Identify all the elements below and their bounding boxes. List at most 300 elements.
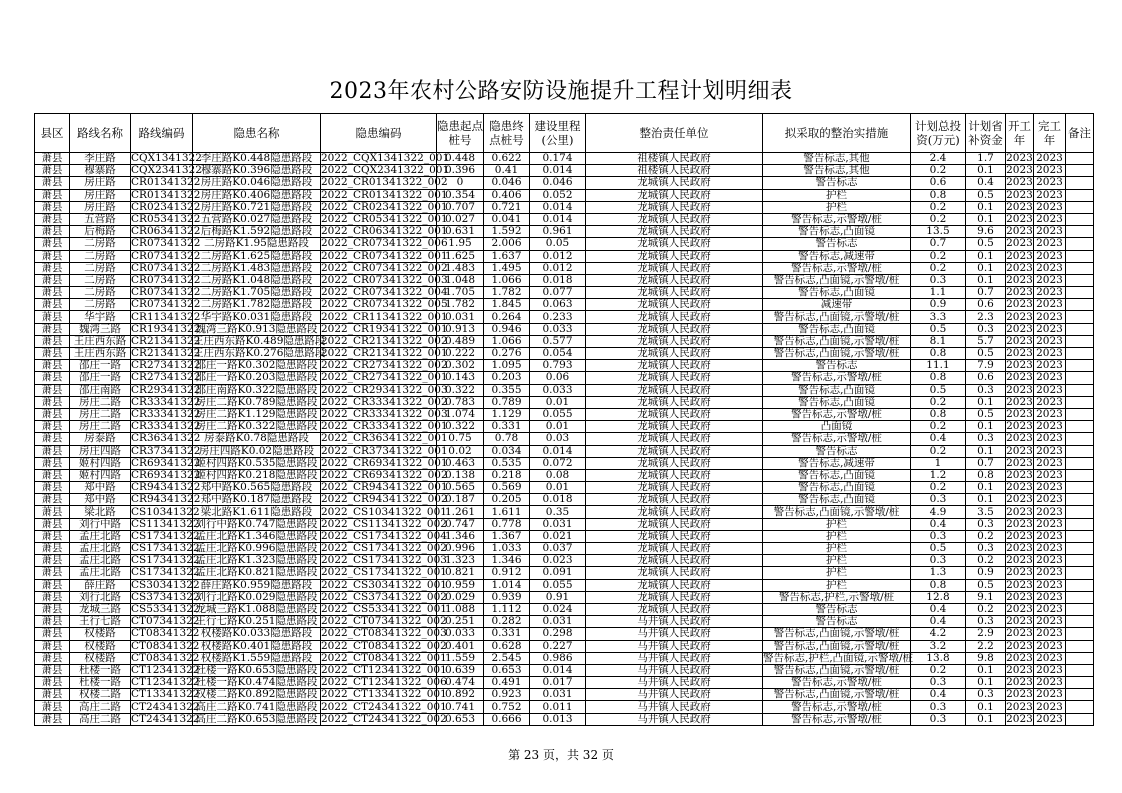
table-row xyxy=(35,287,1094,299)
table-cell: 房庄二路 xyxy=(70,421,131,433)
table-cell: 萧县 xyxy=(35,616,70,628)
table-cell: 2023 xyxy=(1034,262,1066,274)
header-cell: 整治责任单位 xyxy=(586,114,763,153)
table-cell: 萧县 xyxy=(35,323,70,335)
table-cell: 2022_CR07341322_004 xyxy=(321,286,448,299)
table-cell: 护栏 xyxy=(763,555,911,567)
table-cell: 2023 xyxy=(1006,688,1033,701)
table-cell: 房泰路 xyxy=(70,433,131,445)
table-cell: 2023 xyxy=(1034,433,1066,445)
table-cell: 2023 xyxy=(1006,627,1033,640)
table-cell: 警告标志,凸面镜,示警墩/桩 xyxy=(763,689,911,701)
table-cell: 2023 xyxy=(1034,238,1066,250)
table-cell: 孟庄北路K0.996隐患路段 xyxy=(193,543,321,555)
table-cell: 高庄二路 xyxy=(70,713,131,725)
table-cell: 2023 xyxy=(1006,493,1033,506)
table-cell: 2023 xyxy=(1006,383,1033,396)
table-cell: 0.354 xyxy=(437,189,484,201)
table-cell: 梁北路K1.611隐患路段 xyxy=(193,506,321,518)
table-cell: 马井镇人民政府 xyxy=(586,628,763,640)
table-cell: 0.5 xyxy=(966,348,1006,360)
table-cell: 1.1 xyxy=(911,287,966,299)
table-cell: 2022_CR27341322_002 xyxy=(321,359,448,372)
table-cell: 0.448 xyxy=(437,153,484,165)
table-cell: 2023 xyxy=(1034,677,1066,689)
table-row xyxy=(35,177,1094,189)
table-row xyxy=(35,713,1094,725)
table-cell xyxy=(1066,335,1094,347)
table-cell: 2023 xyxy=(1006,188,1033,201)
table-cell: 0.014 xyxy=(530,213,586,225)
table-cell: 0.02 xyxy=(437,445,484,457)
table-cell: 0.012 xyxy=(530,262,586,274)
table-cell: 龙城镇人民政府 xyxy=(586,299,763,311)
table-cell: 萧县 xyxy=(35,396,70,408)
table-cell: 房庄二路 xyxy=(70,396,131,408)
table-cell: 后梅路K1.592隐患路段 xyxy=(193,226,321,238)
table-cell: 0.1 xyxy=(966,664,1006,676)
table-cell: 2023 xyxy=(1006,566,1033,579)
table-cell: 杜楼一路 xyxy=(70,664,131,676)
table-cell: 0.072 xyxy=(530,457,586,469)
table-cell: 2023 xyxy=(1034,408,1066,420)
table-cell: 2023 xyxy=(1034,469,1066,481)
table-cell: 0.653 xyxy=(437,713,484,725)
table-cell xyxy=(1066,323,1094,335)
table-cell: 萧县 xyxy=(35,518,70,530)
table-cell: 孟庄北路 xyxy=(70,567,131,579)
table-cell: 萧县 xyxy=(35,701,70,713)
header-cell: 计划总投资(万元) xyxy=(911,114,966,153)
table-cell: 2023 xyxy=(1034,311,1066,323)
table-cell: 龙城镇人民政府 xyxy=(586,201,763,213)
table-cell: 0.01 xyxy=(530,396,586,408)
table-cell: 0.7 xyxy=(911,238,966,250)
table-cell: 萧县 xyxy=(35,640,70,652)
table-cell: 权楼路 xyxy=(70,628,131,640)
table-cell: 警告标志,凸面镜,示警墩/桩 xyxy=(763,506,911,518)
table-cell: 孟庄北路K0.821隐患路段 xyxy=(193,567,321,579)
table-cell xyxy=(1066,421,1094,433)
table-cell: 2022_CR21341322_001 xyxy=(321,347,448,360)
table-cell: 0.1 xyxy=(966,262,1006,274)
table-cell: 龙城镇人民政府 xyxy=(586,603,763,615)
table-cell: 2023 xyxy=(1006,395,1033,408)
table-cell: 0.264 xyxy=(484,311,530,323)
table-cell xyxy=(1066,482,1094,494)
table-cell: 房庄路K0.721隐患路段 xyxy=(193,201,321,213)
table-cell: 龙城镇人民政府 xyxy=(586,360,763,372)
table-cell: 刘行中路 xyxy=(70,518,131,530)
table-row xyxy=(35,457,1094,469)
table-cell: 2023 xyxy=(1034,628,1066,640)
table-cell: 0.6 xyxy=(911,177,966,189)
table-cell: 0.4 xyxy=(911,603,966,615)
table-cell: 龙城镇人民政府 xyxy=(586,469,763,481)
table-cell xyxy=(1066,153,1094,165)
table-cell: 0.282 xyxy=(484,616,530,628)
table-cell: CR19341322 xyxy=(131,322,201,335)
table-cell: 二房路 xyxy=(70,250,131,262)
table-cell: 警告标志,示警墩/桩 xyxy=(763,213,911,225)
table-cell: 0.1 xyxy=(966,213,1006,225)
table-cell: 0.5 xyxy=(911,384,966,396)
table-cell: 龙城镇人民政府 xyxy=(586,262,763,274)
table-cell: 马井镇人民政府 xyxy=(586,664,763,676)
table-cell: 2022_CR94341322_001 xyxy=(321,481,448,494)
table-cell: 龙城镇人民政府 xyxy=(586,579,763,591)
table-cell: 2023 xyxy=(1006,554,1033,567)
table-cell: 杜楼一路K0.653隐患路段 xyxy=(193,664,321,676)
table-cell: 2023 xyxy=(1006,432,1033,445)
table-cell: 2022_CR07341322_002 xyxy=(321,261,448,274)
table-cell: 薛庄路 xyxy=(70,579,131,591)
table-cell: 邵庄一路K0.203隐患路段 xyxy=(193,372,321,384)
table-cell: 马井镇人民政府 xyxy=(586,640,763,652)
table-cell: 1.495 xyxy=(484,262,530,274)
table-cell: 13.8 xyxy=(911,652,966,664)
table-cell: 0.138 xyxy=(437,469,484,481)
table-cell: 0.569 xyxy=(484,482,530,494)
table-cell: 萧县 xyxy=(35,421,70,433)
table-cell: 0.1 xyxy=(966,494,1006,506)
table-cell: 0.2 xyxy=(911,664,966,676)
table-cell xyxy=(1066,396,1094,408)
table-cell: 龙城镇人民政府 xyxy=(586,335,763,347)
table-cell: 警告标志,示警墩/桩 xyxy=(763,372,911,384)
table-cell: 警告标志,凸面镜,示警墩/桩 xyxy=(763,348,911,360)
table-cell xyxy=(1066,640,1094,652)
table-cell: 警告标志,减速带 xyxy=(763,250,911,262)
table-cell: 2023 xyxy=(1034,640,1066,652)
table-cell: 0.014 xyxy=(530,165,586,177)
table-cell xyxy=(1066,201,1094,213)
table-cell: 2023 xyxy=(1034,689,1066,701)
table-cell: CR27341322 xyxy=(131,359,201,372)
table-cell: 郑中路 xyxy=(70,482,131,494)
table-cell: 2023 xyxy=(1006,639,1033,652)
table-cell: 1.367 xyxy=(484,530,530,542)
table-cell: 0.892 xyxy=(437,689,484,701)
table-row xyxy=(35,664,1094,676)
table-cell: 房庄路K0.046隐患路段 xyxy=(193,177,321,189)
table-cell: 2023 xyxy=(1006,334,1033,347)
table-cell: 2022_CR02341322_001 xyxy=(321,200,448,213)
table-cell: 0.2 xyxy=(911,421,966,433)
table-cell: 2023 xyxy=(1006,225,1033,238)
table-row xyxy=(35,494,1094,506)
table-cell: 0.331 xyxy=(484,421,530,433)
table-cell: CS37341322 xyxy=(131,590,200,603)
table-cell: 0.5 xyxy=(911,323,966,335)
table-cell xyxy=(1066,445,1094,457)
table-cell: 0.666 xyxy=(484,713,530,725)
table-cell: 龙城镇人民政府 xyxy=(586,213,763,225)
table-cell: 二房路K1.95隐患路段 xyxy=(193,238,321,250)
table-cell: 萧县 xyxy=(35,689,70,701)
table-cell: 王行七路 xyxy=(70,616,131,628)
table-cell: 0.6 xyxy=(966,299,1006,311)
table-cell: 警告标志,凸面镜,示警墩/桩 xyxy=(763,664,911,676)
table-cell: 2023 xyxy=(1034,177,1066,189)
table-cell: 0.1 xyxy=(966,713,1006,725)
table-cell: 权楼二路 xyxy=(70,689,131,701)
table-cell: 2022_CS11341322_002 xyxy=(321,517,447,530)
table-cell: 龙城镇人民政府 xyxy=(586,506,763,518)
table-cell: 房庄路K0.406隐患路段 xyxy=(193,189,321,201)
table-cell: 4.2 xyxy=(911,628,966,640)
header-cell: 路线编码 xyxy=(131,114,193,153)
table-cell: 警告标志,凸面镜,示警墩/桩 xyxy=(763,640,911,652)
table-cell: 孟庄北路 xyxy=(70,555,131,567)
table-cell: 邵庄一路 xyxy=(70,360,131,372)
table-cell: 2023 xyxy=(1034,384,1066,396)
table-cell: 0.8 xyxy=(911,579,966,591)
table-cell xyxy=(1066,360,1094,372)
table-cell: 2023 xyxy=(1006,298,1033,311)
table-cell: 2023 xyxy=(1006,310,1033,323)
table-cell: CR94341322 xyxy=(131,481,201,494)
table-cell: 0.2 xyxy=(911,250,966,262)
table-cell: CT13341322 xyxy=(131,688,200,701)
table-cell: 2022_CR27341322_001 xyxy=(321,371,448,384)
table-cell: 3.3 xyxy=(911,311,966,323)
table-cell: 0.033 xyxy=(530,384,586,396)
table-cell: 权楼路K0.033隐患路段 xyxy=(193,628,321,640)
table-row xyxy=(35,323,1094,335)
table-cell: 郑中路K0.187隐患路段 xyxy=(193,494,321,506)
table-cell: CR21341322 xyxy=(131,347,201,360)
table-cell: 0.9 xyxy=(966,567,1006,579)
table-cell: 2023 xyxy=(1006,578,1033,591)
table-cell: 警告标志,凸面镜 xyxy=(763,384,911,396)
table-cell: 2022_CS53341322_001 xyxy=(321,603,447,616)
table-cell: 0.024 xyxy=(530,603,586,615)
table-cell: 0.639 xyxy=(437,664,484,676)
table-cell: 2023 xyxy=(1006,273,1033,286)
table-cell: 2023 xyxy=(1034,201,1066,213)
table-cell: 0.565 xyxy=(437,482,484,494)
table-cell: 警告标志,示警墩/桩 xyxy=(763,262,911,274)
table-cell: 邵庄一路 xyxy=(70,372,131,384)
table-cell: 0.014 xyxy=(530,445,586,457)
table-row xyxy=(35,372,1094,384)
table-cell: 2023 xyxy=(1006,176,1033,189)
table-cell: 0 xyxy=(437,177,484,189)
table-cell: 8.1 xyxy=(911,335,966,347)
table-cell: 2023 xyxy=(1034,603,1066,615)
table-cell: 1.048 xyxy=(437,274,484,286)
table-cell: 2022_CR94341322_002 xyxy=(321,493,448,506)
table-cell: 0.923 xyxy=(484,689,530,701)
table-cell: 五营路 xyxy=(70,213,131,225)
table-cell xyxy=(1066,652,1094,664)
table-cell xyxy=(1066,567,1094,579)
table-cell: CT08341322 xyxy=(131,627,200,640)
table-cell: 2023 xyxy=(1034,713,1066,725)
table-cell: 2022_CR11341322_001 xyxy=(321,310,448,323)
table-cell: 华宇路 xyxy=(70,311,131,323)
table-cell: 马井镇人民政府 xyxy=(586,701,763,713)
table-cell: 0.091 xyxy=(530,567,586,579)
table-cell: 萧县 xyxy=(35,555,70,567)
table-cell: 龙城镇人民政府 xyxy=(586,591,763,603)
table-cell: 萧县 xyxy=(35,543,70,555)
table-cell: 0.1 xyxy=(966,482,1006,494)
table-cell: 0.322 xyxy=(437,421,484,433)
table-cell: 房庄二路K0.789隐患路段 xyxy=(193,396,321,408)
table-cell: 0.912 xyxy=(484,567,530,579)
table-row xyxy=(35,311,1094,323)
table-cell xyxy=(1066,494,1094,506)
table-cell: 房庄二路K0.322隐患路段 xyxy=(193,421,321,433)
table-cell: 2022_CT08341322_001 xyxy=(321,651,447,664)
table-cell: 警告标志,凸面镜,示警墩/桩 xyxy=(763,628,911,640)
table-row xyxy=(35,384,1094,396)
table-cell: 2023 xyxy=(1034,445,1066,457)
table-row xyxy=(35,274,1094,286)
table-cell: 萧县 xyxy=(35,579,70,591)
table-cell: CT08341322 xyxy=(131,639,200,652)
table-cell: 0.1 xyxy=(966,677,1006,689)
table-cell: 2022_CR05341322_001 xyxy=(321,213,448,226)
table-cell: 警告标志,凸面镜 xyxy=(763,396,911,408)
table-cell: 孟庄北路K1.323隐患路段 xyxy=(193,555,321,567)
table-cell: 2023 xyxy=(1034,543,1066,555)
table-cell xyxy=(1066,384,1094,396)
table-cell: 1.559 xyxy=(437,652,484,664)
table-cell: 0.4 xyxy=(911,616,966,628)
table-cell: 二房路 xyxy=(70,262,131,274)
table-cell: 萧县 xyxy=(35,201,70,213)
table-cell: 0.4 xyxy=(911,689,966,701)
table-cell: 0.06 xyxy=(530,372,586,384)
table-cell: 0.014 xyxy=(530,201,586,213)
table-cell: 萧县 xyxy=(35,530,70,542)
table-cell: 0.622 xyxy=(484,153,530,165)
page-title: 2023年农村公路安防设施提升工程计划明细表 xyxy=(329,79,793,104)
table-cell: 0.75 xyxy=(437,433,484,445)
table-cell: 萧县 xyxy=(35,213,70,225)
header-cell: 拟采取的整治实措施 xyxy=(763,114,911,153)
table-cell: 二房路 xyxy=(70,287,131,299)
table-cell: 0.5 xyxy=(966,189,1006,201)
table-cell: 刘行中路K0.747隐患路段 xyxy=(193,518,321,530)
table-cell: 二房路 xyxy=(70,274,131,286)
table-cell: 2023 xyxy=(1006,456,1033,469)
table-cell: 萧县 xyxy=(35,311,70,323)
table-cell: 2023 xyxy=(1006,347,1033,360)
table-cell: 2023 xyxy=(1006,529,1033,542)
table-cell xyxy=(1066,165,1094,177)
header-cell: 隐患名称 xyxy=(193,114,321,153)
table-cell: 0.535 xyxy=(484,457,530,469)
table-cell: 2023 xyxy=(1006,322,1033,335)
table-cell: 1.705 xyxy=(437,287,484,299)
plan-table xyxy=(34,113,1094,726)
table-cell: 2023 xyxy=(1006,615,1033,628)
table-cell: CR33341322 xyxy=(131,420,201,433)
table-cell: 0.033 xyxy=(530,323,586,335)
table-cell: 权楼二路K0.892隐患路段 xyxy=(193,689,321,701)
table-cell: 2023 xyxy=(1034,287,1066,299)
table-cell: 警告标志,凸面镜 xyxy=(763,482,911,494)
table-cell: 王庄西东路 xyxy=(70,335,131,347)
table-cell: 0.5 xyxy=(966,238,1006,250)
table-cell: 0.174 xyxy=(530,153,586,165)
table-cell: 0.018 xyxy=(530,494,586,506)
table-cell xyxy=(1066,457,1094,469)
table-cell: 萧县 xyxy=(35,482,70,494)
table-cell: 9.6 xyxy=(966,226,1006,238)
table-cell: 萧县 xyxy=(35,299,70,311)
table-row xyxy=(35,469,1094,481)
table-cell: 2023 xyxy=(1006,712,1033,725)
table-cell: 0.778 xyxy=(484,518,530,530)
table-cell: 警告标志,凸面镜,示警墩/桩 xyxy=(763,274,911,286)
table-cell: 2023 xyxy=(1034,323,1066,335)
table-cell: 1.066 xyxy=(484,335,530,347)
table-cell: 0.077 xyxy=(530,287,586,299)
table-cell: CS10341322 xyxy=(131,505,200,518)
table-cell xyxy=(1066,189,1094,201)
table-cell: 萧县 xyxy=(35,384,70,396)
table-cell: 2023 xyxy=(1034,482,1066,494)
table-cell: 萧县 xyxy=(35,591,70,603)
table-cell: 2023 xyxy=(1006,359,1033,372)
table-cell xyxy=(1066,530,1094,542)
table-cell: 萧县 xyxy=(35,408,70,420)
table-cell: 房庄二路K1.129隐患路段 xyxy=(193,408,321,420)
table-cell: 警告标志,凸面镜,示警墩/桩 xyxy=(763,335,911,347)
table-cell: CT07341322 xyxy=(131,615,200,628)
table-cell: CR11341322 xyxy=(131,310,201,323)
table-cell: 0.029 xyxy=(437,591,484,603)
table-cell: 0.203 xyxy=(484,372,530,384)
table-cell: 龙城镇人民政府 xyxy=(586,323,763,335)
table-cell: 0.747 xyxy=(437,518,484,530)
table-cell: 2023 xyxy=(1034,652,1066,664)
table-row xyxy=(35,250,1094,262)
table-row xyxy=(35,165,1094,177)
header-cell: 计划省补资金 xyxy=(966,114,1006,153)
table-cell xyxy=(1066,250,1094,262)
table-cell: 五营路K0.027隐患路段 xyxy=(193,213,321,225)
table-cell: 0.3 xyxy=(911,274,966,286)
table-cell: 2023 xyxy=(1034,579,1066,591)
table-cell: 0.3 xyxy=(911,494,966,506)
table-cell: 高庄二路K0.741隐患路段 xyxy=(193,701,321,713)
table-cell: 2022_CR36341322_001 xyxy=(321,432,448,445)
table-cell: 龙城三路 xyxy=(70,603,131,615)
table-cell: CT24341322 xyxy=(131,700,200,713)
table-cell: 2022_CR21341322_002 xyxy=(321,334,448,347)
table-cell: 0.1 xyxy=(966,201,1006,213)
table-cell: 减速带 xyxy=(763,299,911,311)
table-cell xyxy=(1066,433,1094,445)
table-row xyxy=(35,360,1094,372)
table-cell: 萧县 xyxy=(35,177,70,189)
table-cell: 0.8 xyxy=(911,372,966,384)
table-cell: 1.261 xyxy=(437,506,484,518)
table-cell: 0.653 xyxy=(484,664,530,676)
table-cell xyxy=(1066,408,1094,420)
table-cell: 权楼路 xyxy=(70,652,131,664)
table-cell: 警告标志 xyxy=(763,238,911,250)
table-cell: 0.6 xyxy=(966,372,1006,384)
table-cell: 0.05 xyxy=(530,238,586,250)
table-cell: 0.017 xyxy=(530,677,586,689)
